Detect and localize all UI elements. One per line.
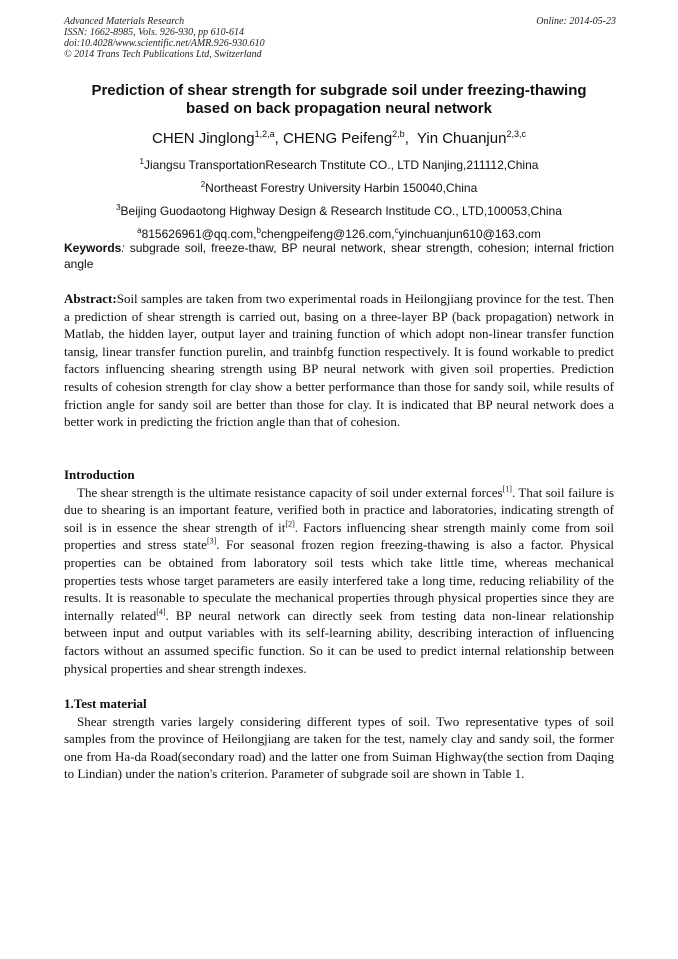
affiliation-3-text: Beijing Guodaotong Highway Design & Research Institude CO., LTD,100053,China — [120, 204, 562, 218]
test-material-paragraph: Shear strength varies largely considering different types of soil. Two representative types of soil samples from the province of Heilongjiang are taken for the test, namely clay and sandy soil, the former one from Ha-da Road(secondary road) and the latter one from Suiman Highway(the section from Daqing to Lindian) under the nation's criterion. Parameter of subgrade soil are shown in Table 1. — [64, 713, 614, 782]
abstract-text: Soil samples are taken from two experimental roads in Heilongjiang province for the test. Then a prediction of shear strength is carried out, basing on a three-layer BP (back propagation) network in Matlab, the hidden layer, output layer and training function of which adopt non-linear transfer function tansig, linear transfer function purelin, and trainbfg function respectively. It is found workable to predict factors influencing shearing strength using BP neural network with given soil properties. Prediction results of cohesion strength for clay show a better performance than those for sandy soil, while results of friction angle for sandy soil are better than those for clay. It is indicated that BP neural network does a better work in predicting the friction angle than that of cohesion. — [64, 291, 614, 430]
introduction-section — [64, 466, 614, 677]
doi-line: doi:10.4028/www.scientific.net/AMR.926-930.610 — [64, 38, 265, 49]
affiliation-1-sup: 1 — [139, 157, 144, 166]
test-material-heading: 1.Test material — [64, 696, 147, 711]
title-line-1: Prediction of shear strength for subgrade soil under freezing-thawing — [91, 82, 587, 99]
affiliation-3 — [60, 198, 618, 221]
citation-4: [4] — [156, 607, 166, 617]
keywords — [64, 240, 614, 272]
test-material-section — [64, 695, 614, 783]
affiliation-2-sup: 2 — [200, 180, 206, 189]
intro-text-3: . Factors influencing shear strength mainly come from soil properties and stress state — [64, 519, 614, 553]
keywords-text: subgrade soil, freeze-thaw, BP neural network, shear strength, cohesion; internal friction angle — [64, 241, 614, 271]
email-b-sup: b — [256, 226, 261, 235]
paper-title — [60, 82, 618, 118]
abstract — [64, 290, 614, 431]
author-list: CHEN Jinglong$^{1,2,a}$, CHENG Peifeng$^{2,b}$, Yin Chuanjun$^{2,3,c}$ — [152, 129, 526, 147]
email-c: yinchuanjun610@163.com — [398, 227, 541, 241]
intro-text-2: . That soil failure is due to shearing is an important feature, verified both in practice and laboratories, indicating strength of soil is in essence the shear strength of it — [64, 484, 614, 535]
journal-header — [64, 16, 616, 60]
citation-2: [2] — [285, 519, 295, 529]
citation-1: [1] — [502, 484, 512, 494]
affiliation-3-sup: 3 — [116, 203, 121, 212]
introduction-paragraph — [64, 484, 614, 678]
author-1-name: CHEN Jinglong — [152, 130, 255, 147]
copyright-line: © 2014 Trans Tech Publications Ltd, Switzerland — [64, 49, 262, 60]
author-3-sup: 2,3,c — [506, 129, 526, 139]
author-2-name: CHENG Peifeng — [282, 130, 393, 147]
email-c-sup: c — [394, 226, 399, 235]
online-date: Online: 2014-05-23 — [536, 16, 616, 27]
author-2-sup: 2,b — [392, 129, 405, 139]
author-1-sup: 1,2,a — [254, 129, 275, 139]
journal-name: Advanced Materials Research — [64, 16, 185, 27]
affiliation-1-text: Jiangsu TransportationResearch Tnstitute CO., LTD Nanjing,211112,China — [144, 158, 539, 172]
issn-line: ISSN: 1662-8985, Vols. 926-930, pp 610-614 — [64, 27, 244, 38]
author-3-name: Yin Chuanjun — [416, 130, 507, 147]
title-line-2: based on back propagation neural network — [186, 100, 492, 117]
introduction-heading: Introduction — [64, 467, 135, 482]
affiliation-1 — [60, 152, 618, 175]
email-a: 815626961@qq.com, — [141, 227, 257, 241]
abstract-label: Abstract: — [64, 291, 117, 306]
email-b: chengpeifeng@126.com, — [260, 227, 395, 241]
citation-3: [3] — [206, 537, 217, 547]
keywords-colon: : — [121, 241, 125, 255]
intro-text-5: . BP neural network can directly seek from testing data non-linear relationship between input and output variables with its self-learning ability, describing interaction of influencing factors without an assumed specific function. So it can be used to predict internal relationship between physical properties and shear strength indexes. — [64, 607, 614, 676]
email-a-sup: a — [137, 226, 142, 235]
intro-text-4: . For seasonal frozen region freezing-thawing is also a factor. Physical properties can be obtained from laboratory soil tests which take little time, whereas mechanical properties tests whose target parameters are easily interfered take a long time, reducing reliability of the results. It is reasonable to speculate the mechanical properties through physical properties since they are internally related — [64, 537, 614, 623]
keywords-label: Keywords — [64, 241, 122, 255]
affiliation-2 — [60, 175, 618, 198]
affiliations — [60, 152, 618, 244]
intro-text-1: The shear strength is the ultimate resistance capacity of soil under external forces — [77, 484, 503, 500]
affiliation-2-text: Northeast Forestry University Harbin 150040,China — [205, 181, 478, 195]
